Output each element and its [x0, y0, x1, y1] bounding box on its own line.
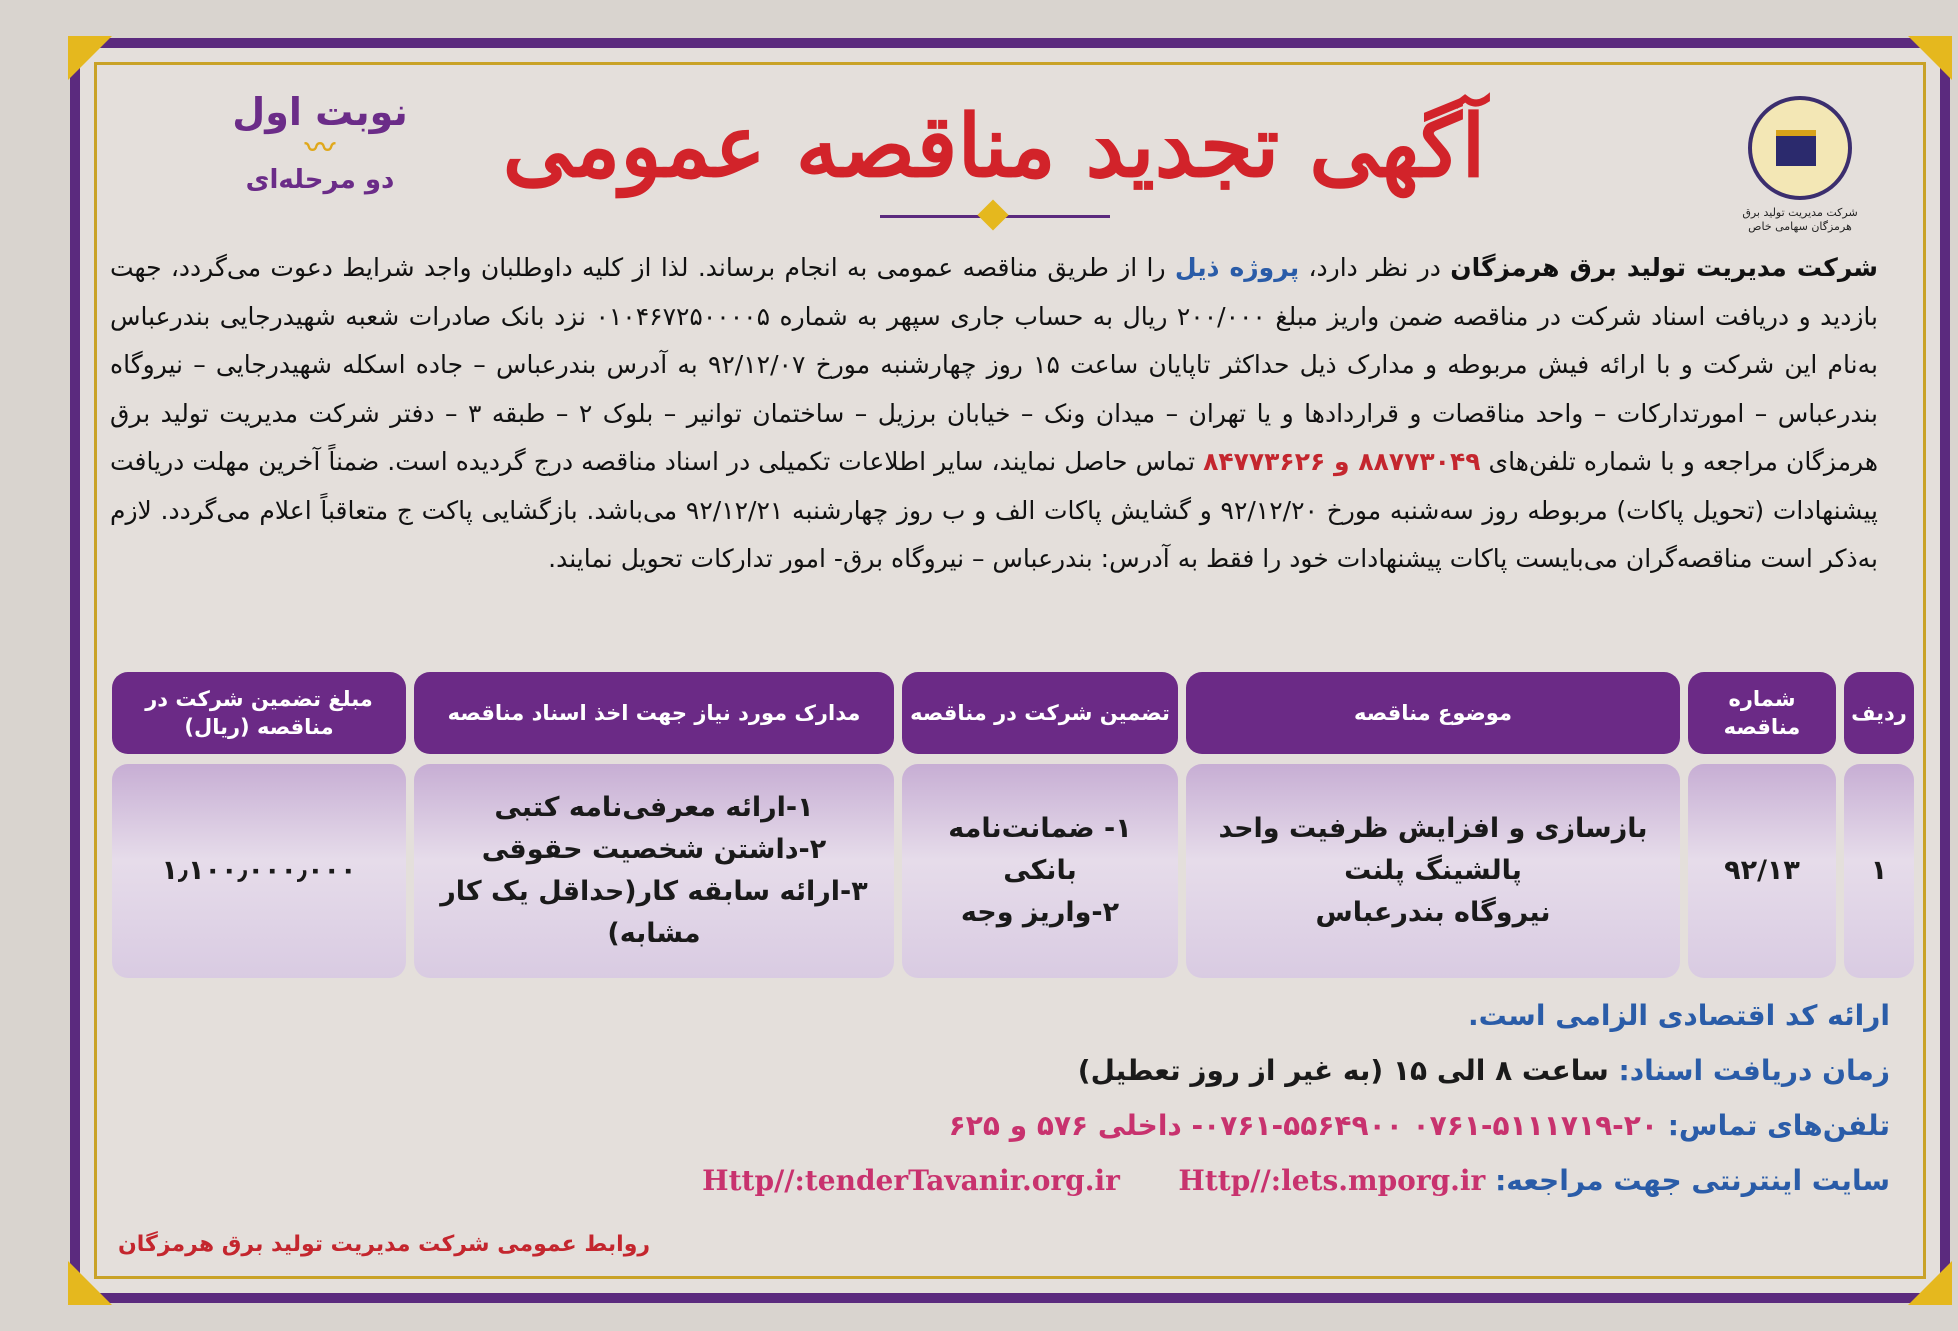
- websites-label: سایت اینترنتی جهت مراجعه:: [1495, 1164, 1890, 1197]
- notice-body: [110, 244, 1878, 584]
- badge-two-stage: دو مرحله‌ای: [245, 164, 395, 195]
- logo-caption: شرکت مدیریت تولید برق هرمزگان سهامی خاص: [1742, 206, 1858, 234]
- body-part-2: را از طریق مناقصه عمومی به انجام برساند. لذا از کلیه داوطلبان واجد شرایط دعوت می‌گردد، جهت بازدید و دریافت اسناد شرکت در مناقصه ضمن واریز مبلغ ۲۰۰/۰۰۰ ریال به حساب جاری سپهر به شماره ۰۱۰۴۶۷۲۵۰۰۰۰۵ نزد بانک صادرات شعبه شهیدرجایی بندرعباس به‌نام این شرکت و با ارائه فیش مربوطه و مدارک ذیل حداکثر تاپایان ساعت ۱۵ روز چهارشنبه مورخ ۹۲/۱۲/۰۷ به آدرس بندرعباس – جاده اسکله شهیدرجایی – نیروگاه بندرعباس – امورتدارکات – واحد مناقصات و قراردادها و یا تهران – میدان ونک – خیابان برزیل – ساختمان توانیر – بلوک ۲ – طبقه ۳ – دفتر شرکت مدیریت تولید برق هرمزگان مراجعه و با شماره تلفن‌های: [110, 253, 1878, 476]
- header-guarantee: تضمین شرکت در مناقصه: [902, 672, 1178, 754]
- header-subject: موضوع مناقصه: [1186, 672, 1680, 754]
- contact-phones-value: ۲۰-۵۱۱۱۷۱۹-۰۷۶۱ ۵۵۶۴۹۰۰-۰۷۶۱- داخلی ۵۷۶ و ۶۲۵: [948, 1109, 1668, 1142]
- notice-title: آگهی تجدید مناقصه عمومی: [502, 96, 1486, 197]
- tender-table: [112, 672, 1914, 978]
- project-highlight: پروژه ذیل: [1174, 253, 1300, 282]
- swirl-ornament-icon: 〰: [305, 130, 335, 166]
- header-row: ردیف: [1844, 672, 1914, 754]
- header-documents: مدارک مورد نیاز جهت اخذ اسناد مناقصه: [414, 672, 894, 754]
- column-guarantee: [902, 672, 1178, 978]
- documents-time-label: زمان دریافت اسناد:: [1618, 1054, 1890, 1087]
- phone-numbers: ۸۸۷۷۳۰۴۹ و ۸۴۷۷۳۶۲۶: [1203, 447, 1481, 476]
- column-subject: [1186, 672, 1680, 978]
- cell-row: ۱: [1844, 764, 1914, 978]
- website-link-1[interactable]: Http//:lets.mporg.ir: [1178, 1164, 1486, 1197]
- body-part-1: در نظر دارد،: [1299, 253, 1451, 282]
- notice-footer: [110, 988, 1890, 1208]
- column-row: [1844, 672, 1914, 978]
- power-plant-logo-icon: [1748, 96, 1852, 200]
- cell-amount: ۱٫۱۰۰٫۰۰۰٫۰۰۰: [112, 764, 406, 978]
- documents-time: [110, 1043, 1890, 1098]
- round-badge: [225, 92, 415, 198]
- website-link-2[interactable]: Http//:tenderTavanir.org.ir: [702, 1164, 1120, 1197]
- cell-guarantee: ۱- ضمانت‌نامه بانکی ۲-واریز وجه: [902, 764, 1178, 978]
- cell-subject: بازسازی و افزایش ظرفیت واحد پالشینگ پلنت نیروگاه بندرعباس: [1186, 764, 1680, 978]
- economic-code-note: [110, 988, 1890, 1043]
- header-number: شماره مناقصه: [1688, 672, 1836, 754]
- websites: [110, 1153, 1890, 1208]
- economic-code-text: ارائه کد اقتصادی الزامی است.: [1468, 999, 1890, 1032]
- company-name: شرکت مدیریت تولید برق هرمزگان: [1450, 253, 1878, 282]
- badge-first-round: نوبت اول: [232, 90, 408, 134]
- header-amount: مبلغ تضمین شرکت در مناقصه (ریال): [112, 672, 406, 754]
- cell-documents: ۱-ارائه معرفی‌نامه کتبی ۲-داشتن شخصیت حقوقی ۳-ارائه سابقه کار(حداقل یک کار مشابه): [414, 764, 894, 978]
- contact-phones-label: تلفن‌های تماس:: [1667, 1109, 1890, 1142]
- company-logo: [1730, 96, 1870, 235]
- column-amount: [112, 672, 406, 978]
- title-divider: [880, 215, 1110, 218]
- public-relations-signature: روابط عمومی شرکت مدیریت تولید برق هرمزگان: [118, 1232, 651, 1257]
- contact-phones: [110, 1098, 1890, 1153]
- column-number: [1688, 672, 1836, 978]
- body-part-3: تماس حاصل نمایند، سایر اطلاعات تکمیلی در اسناد مناقصه درج گردیده است. ضمناً آخرین مهلت دریافت پیشنهادات (تحویل پاکات) مربوطه روز سه‌شنبه مورخ ۹۲/۱۲/۲۰ و گشایش پاکات الف و ب روز چهارشنبه ۹۲/۱۲/۲۱ می‌باشد. بازگشایی پاکت ج متعاقباً اعلام می‌گردد. لازم به‌ذکر است مناقصه‌گران می‌بایست پاکات پیشنهادات خود را فقط به آدرس: بندرعباس – نیروگاه برق- امور تدارکات تحویل نمایند.: [110, 447, 1878, 573]
- documents-time-value: ساعت ۸ الی ۱۵ (به غیر از روز تعطیل): [1077, 1054, 1619, 1087]
- cell-number: ۹۲/۱۳: [1688, 764, 1836, 978]
- column-documents: [414, 672, 894, 978]
